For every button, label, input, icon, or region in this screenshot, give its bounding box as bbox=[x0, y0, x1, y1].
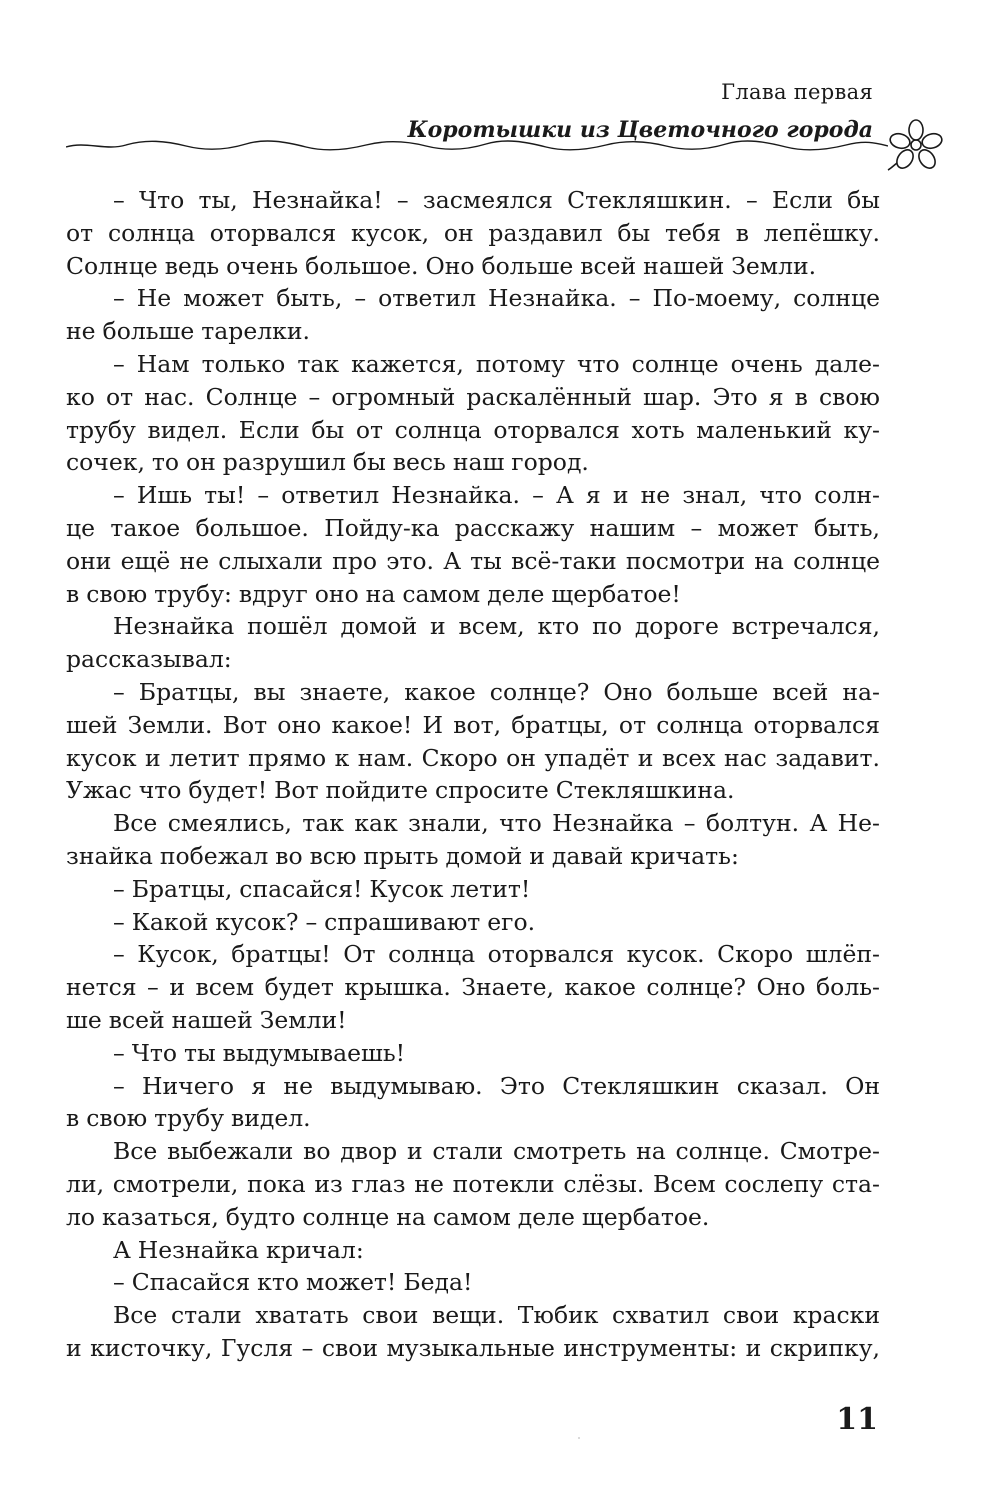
paragraph bbox=[66, 1135, 880, 1233]
paragraph bbox=[66, 282, 880, 348]
paragraph bbox=[66, 348, 880, 479]
header-wavy-rule bbox=[66, 138, 888, 152]
text-line: – Что ты выдумываешь! bbox=[113, 1038, 406, 1067]
text-line: це такое большое. Пойду-ка расскажу нашим – может быть, bbox=[66, 513, 880, 542]
flower-icon bbox=[887, 119, 945, 171]
text-line: трубу видел. Если бы от солнца оторвался хоть маленький ку- bbox=[66, 415, 880, 444]
text-line: нется – и всем будет крышка. Знаете, какое солнце? Оно боль- bbox=[66, 973, 880, 1002]
paragraph bbox=[66, 1234, 880, 1267]
paragraph bbox=[66, 873, 880, 906]
text-line: – Братцы, вы знаете, какое солнце? Оно больше всей на- bbox=[113, 677, 880, 706]
paragraph bbox=[66, 676, 880, 807]
text-line: ли, смотрели, пока из глаз не потекли слёзы. Всем сослепу ста- bbox=[66, 1169, 880, 1198]
text-line: Солнце ведь очень большое. Оно больше всей нашей Земли. bbox=[66, 251, 817, 280]
text-line: ко от нас. Солнце – огромный раскалённый шар. Это я в свою bbox=[66, 382, 880, 411]
paragraph bbox=[66, 807, 880, 873]
text-line: в свою трубу видел. bbox=[66, 1104, 311, 1133]
text-line: и кисточку, Гусля – свои музыкальные инструменты: и скрипку, bbox=[66, 1333, 880, 1362]
paper-speck bbox=[578, 1437, 580, 1439]
text-line: Все смеялись, так как знали, что Незнайка – болтун. А Не- bbox=[113, 809, 880, 838]
text-line: Ужас что будет! Вот пойдите спросите Стекляшкина. bbox=[66, 776, 735, 805]
paragraph bbox=[66, 184, 880, 282]
text-line: – Ишь ты! – ответил Незнайка. – А я и не знал, что солн- bbox=[113, 481, 880, 510]
paragraph bbox=[66, 1266, 880, 1299]
text-line: – Кусок, братцы! От солнца оторвался кусок. Скоро шлёп- bbox=[113, 940, 880, 969]
paragraph bbox=[66, 906, 880, 939]
text-line: – Что ты, Незнайка! – засмеялся Стекляшкин. – Если бы bbox=[113, 186, 880, 214]
text-line: сочек, то он разрушил бы весь наш город. bbox=[66, 448, 589, 477]
paragraph bbox=[66, 1070, 880, 1136]
text-line: Незнайка пошёл домой и всем, кто по дороге встречался, bbox=[113, 612, 880, 641]
paragraph bbox=[66, 1037, 880, 1070]
body-text bbox=[66, 184, 880, 1365]
text-line: рассказывал: bbox=[66, 645, 232, 674]
text-line: – Не может быть, – ответил Незнайка. – По-моему, солнце bbox=[113, 284, 880, 313]
chapter-label: Глава первая bbox=[721, 80, 873, 104]
paragraph bbox=[66, 610, 880, 676]
page-number: 11 bbox=[836, 1402, 878, 1437]
text-line: в свою трубу: вдруг оно на самом деле щербатое! bbox=[66, 579, 681, 608]
text-line: – Какой кусок? – спрашивают его. bbox=[113, 907, 536, 936]
text-line: – Братцы, спасайся! Кусок летит! bbox=[113, 874, 531, 903]
text-line: ло казаться, будто солнце на самом деле щербатое. bbox=[66, 1202, 710, 1231]
text-line: – Спасайся кто может! Беда! bbox=[113, 1268, 473, 1297]
text-line: знайка побежал во всю прыть домой и давай кричать: bbox=[66, 841, 739, 870]
paragraph bbox=[66, 479, 880, 610]
text-line: шей Земли. Вот оно какое! И вот, братцы, от солнца оторвался bbox=[66, 710, 880, 739]
text-line: – Ничего я не выдумываю. Это Стекляшкин сказал. Он bbox=[113, 1071, 880, 1100]
paragraph bbox=[66, 1299, 880, 1365]
text-line: кусок и летит прямо к нам. Скоро он упадёт и всех нас задавит. bbox=[66, 743, 880, 772]
chapter-title: Коротышки из Цветочного города bbox=[407, 117, 873, 143]
text-line: не больше тарелки. bbox=[66, 317, 310, 346]
text-line: – Нам только так кажется, потому что солнце очень дале- bbox=[113, 349, 880, 378]
text-line: они ещё не слыхали про это. А ты всё-таки посмотри на солнце bbox=[66, 546, 880, 575]
text-line: от солнца оторвался кусок, он раздавил бы тебя в лепёшку. bbox=[66, 218, 880, 247]
text-line: А Незнайка кричал: bbox=[113, 1235, 364, 1264]
text-line: Все выбежали во двор и стали смотреть на солнце. Смотре- bbox=[113, 1137, 880, 1166]
text-line: ше всей нашей Земли! bbox=[66, 1005, 347, 1034]
paragraph bbox=[66, 938, 880, 1036]
text-line: Все стали хватать свои вещи. Тюбик схватил свои краски bbox=[113, 1301, 880, 1330]
